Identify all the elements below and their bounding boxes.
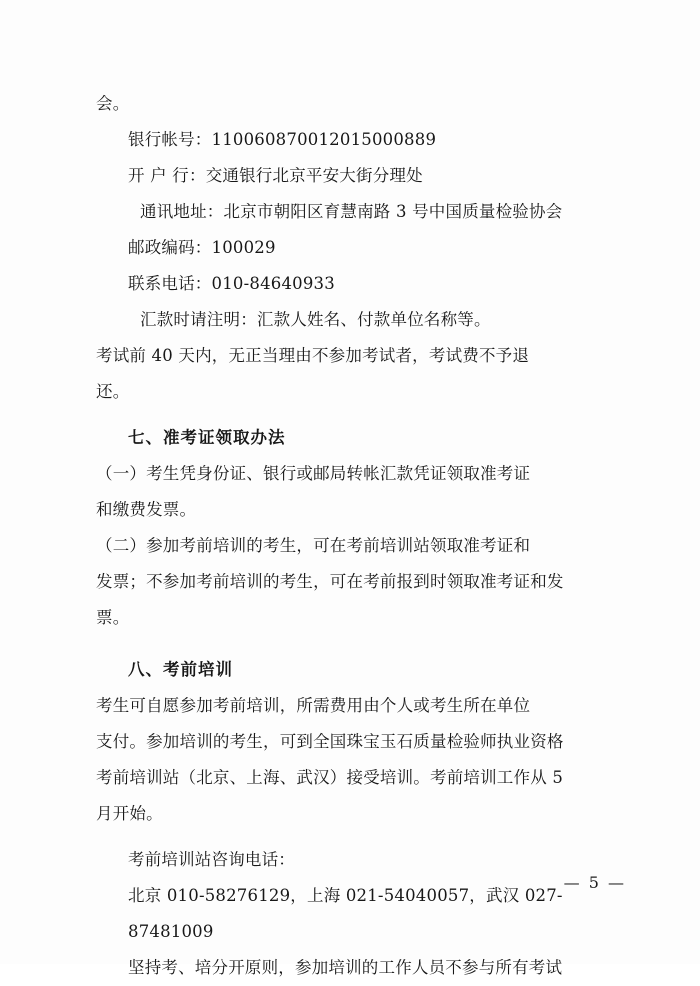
remittance-note-line: 汇款时请注明：汇款人姓名、付款单位名称等。 bbox=[140, 310, 491, 329]
contact-phone-line: 联系电话：010-84640933 bbox=[128, 274, 335, 293]
text-line: 会。 bbox=[96, 94, 130, 113]
training-hotline-numbers: 北京 010-58276129，上海 021-54040057，武汉 027-87481009 bbox=[128, 886, 563, 941]
spacer bbox=[96, 410, 626, 420]
mailing-address-line: 通讯地址：北京市朝阳区育慧南路 3 号中国质量检验协会 bbox=[140, 202, 563, 221]
text-line: 坚持考、培分开原则，参加培训的工作人员不参与所有考试 bbox=[128, 958, 563, 977]
text-line: 发票；不参加考前培训的考生，可在考前报到时领取准考证和发 bbox=[96, 572, 564, 591]
text-line: 支付。参加培训的考生，可到全国珠宝玉石质量检验师执业资格 bbox=[96, 732, 564, 751]
spacer bbox=[96, 832, 626, 842]
text-line: 考生可自愿参加考前培训，所需费用由个人或考生所在单位 bbox=[96, 696, 531, 715]
spacer bbox=[96, 636, 626, 652]
text-line: 考前培训站（北京、上海、武汉）接受培训。考前培训工作从 5 bbox=[96, 768, 564, 787]
text-line: 票。 bbox=[96, 608, 130, 627]
section-heading-seven: 七、准考证领取办法 bbox=[128, 428, 286, 447]
text-line: 和缴费发票。 bbox=[96, 500, 197, 519]
postal-code-line: 邮政编码：100029 bbox=[128, 238, 276, 257]
page-number: — 5 — bbox=[563, 873, 626, 892]
text-line: 月开始。 bbox=[96, 804, 163, 823]
text-line: 还。 bbox=[96, 382, 130, 401]
training-hotline-label: 考前培训站咨询电话： bbox=[128, 850, 295, 869]
text-line: 考试前 40 天内，无正当理由不参加考试者，考试费不予退 bbox=[96, 346, 530, 365]
bank-branch-line: 开 户 行：交通银行北京平安大街分理处 bbox=[128, 166, 423, 185]
section-heading-eight: 八、考前培训 bbox=[128, 660, 233, 679]
text-line: （二）参加考前培训的考生，可在考前培训站领取准考证和 bbox=[96, 536, 531, 555]
document-body bbox=[96, 86, 626, 986]
bank-account-line: 银行帐号：110060870012015000889 bbox=[128, 130, 437, 149]
text-line: （一）考生凭身份证、银行或邮局转帐汇款凭证领取准考证 bbox=[96, 464, 531, 483]
